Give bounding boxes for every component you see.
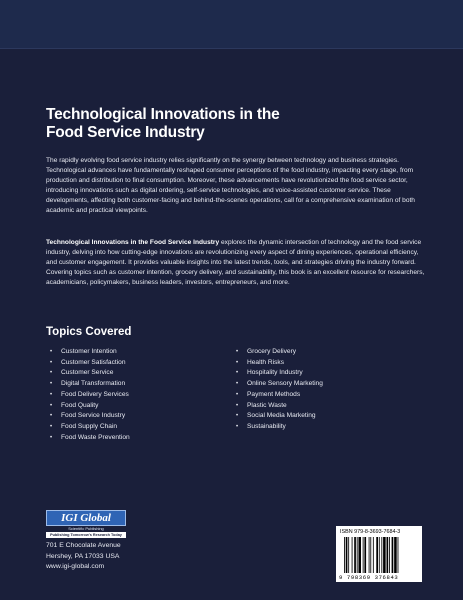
topic-label: Food Quality [61,401,99,409]
logo-wordmark: IGI Global [46,510,126,526]
barcode-bar [398,537,399,573]
topic-item [50,379,130,390]
topic-label: Health Risks [247,358,285,366]
barcode-digits: 9 798369 376843 [339,574,399,581]
topic-label: Payment Methods [247,390,301,398]
barcode-bar [363,537,364,573]
barcode-bar [370,537,371,573]
topic-item [236,347,323,358]
topic-item [50,401,130,412]
topic-label: Social Media Marketing [247,412,316,420]
igi-global-logo [46,510,126,538]
barcode-bar [373,537,374,573]
bullet-icon: • [50,413,53,420]
publisher-address [46,541,121,573]
barcode-bar [381,537,382,573]
bullet-icon: • [50,359,53,366]
bullet-icon: • [50,391,53,398]
topic-item [50,422,130,433]
topic-label: Plastic Waste [247,401,287,409]
bullet-icon: • [50,349,53,355]
topic-label: Customer Satisfaction [61,358,126,366]
bullet-icon: • [236,423,239,430]
bullet-icon: • [50,402,53,409]
barcode-bar [379,537,380,573]
topic-label: Food Waste Prevention [61,433,130,441]
address-line-1: 701 E Chocolate Avenue [46,542,121,549]
barcode-bar [352,537,353,573]
bullet-icon: • [236,391,239,398]
bullet-icon: • [236,413,239,420]
barcode-bar [389,537,390,573]
logo-tagline: Publishing Tomorrow's Research Today [46,532,126,538]
topic-item [50,411,130,422]
barcode-bar [392,537,394,573]
barcode-bar [364,537,366,573]
logo-subtext: Scientific Publishing [68,526,104,531]
bullet-icon: • [236,402,239,409]
book-title-line-1: Technological Innovations in the [46,106,280,123]
bullet-icon: • [50,370,53,377]
bullet-icon: • [50,434,53,441]
barcode-bar [394,537,397,573]
barcode-bar [354,537,356,573]
topic-item [50,368,130,379]
topic-label: Online Sensory Marketing [247,380,323,388]
topics-list-right [236,347,323,433]
barcode-bars [344,537,414,573]
book-title [46,106,426,142]
topic-label: Food Supply Chain [61,422,118,430]
topics-heading: Topics Covered [46,326,132,338]
bullet-icon: • [236,349,239,355]
topic-item [236,390,323,401]
description-paragraph-2 [46,238,426,288]
topic-label: Food Delivery Services [61,390,129,398]
barcode-bar [346,537,348,573]
bullet-icon: • [236,370,239,377]
topic-item [236,379,323,390]
topic-label: Customer Intention [61,348,117,355]
topic-label: Food Service Industry [61,412,126,420]
top-band [0,0,463,48]
address-line-2: Hershey, PA 17033 USA [46,552,120,560]
topic-item [236,368,323,379]
topic-item [50,358,130,369]
topic-item [50,390,130,401]
publisher-website: www.igi-global.com [46,563,105,571]
topic-label: Hospitality Industry [247,369,303,377]
description-paragraph-1: The rapidly evolving food service industry relies significantly on the synergy between technology and business strategies. Technological advances have fundamentally reshaped consumer perceptions of the food industry, impacting every stage, from production and distribution to final consumption. Moreover, these advancements have revolutionized the food service sector, introducing innovations such as digital ordering, self-service technologies, and voice-assisted customer service. These developments, affecting both customer-facing and behind-the-scenes operations, call for a comprehensive examination of both academic and practical viewpoints. [46,157,415,214]
barcode-bar [369,537,370,573]
top-band-divider [0,48,463,49]
bullet-icon: • [50,381,53,388]
barcode-bar [383,537,386,573]
topic-item [236,401,323,412]
barcode-bar [358,537,361,573]
book-title-line-2: Food Service Industry [46,124,205,141]
topic-label: Grocery Delivery [247,348,297,355]
topic-item [236,411,323,422]
topic-item [236,422,323,433]
topics-list-left [50,347,130,443]
barcode-bar [344,537,345,573]
bullet-icon: • [236,359,239,366]
barcode-bar [376,537,378,573]
description-paragraph-2-text: explores the dynamic intersection of technology and the food service industry, delving into how cutting-edge innovations are revolutionizing every aspect of dining experiences, operational efficiency, and customer engagement. It provides valuable insights into the latest trends, tools, and strategies driving the industry forward. Covering topics such as customer intention, grocery delivery, and sustainability, this book is an excellent resource for researchers, academicians, policymakers, business leaders, investors, entrepreneurs, and more. [46,239,425,286]
topic-item [50,347,130,358]
bullet-icon: • [50,423,53,430]
description-book-title-bold: Technological Innovations in the Food Service Industry [46,239,220,246]
bullet-icon: • [236,381,239,388]
isbn-label: ISBN 979-8-3693-7684-3 [340,529,401,535]
topic-item [236,358,323,369]
barcode-bar [348,537,349,573]
topic-label: Digital Transformation [61,380,126,388]
topic-label: Customer Service [61,369,114,377]
isbn-barcode [336,526,422,582]
topic-label: Sustainability [247,422,286,430]
barcode-bar [357,537,358,573]
barcode-bar [387,537,389,573]
topic-item [50,433,130,444]
